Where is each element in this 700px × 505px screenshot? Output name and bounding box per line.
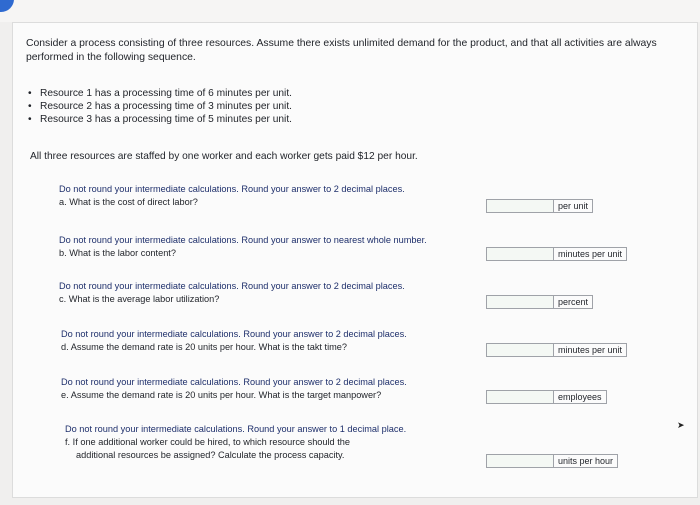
rounding-note: Do not round your intermediate calculations. Round your answer to 2 decimal places. <box>59 281 405 291</box>
answer-a <box>486 199 593 213</box>
app-badge-icon <box>0 0 14 12</box>
rounding-note: Do not round your intermediate calculations. Round your answer to 2 decimal places. <box>61 329 407 339</box>
unit-label: minutes per unit <box>554 247 627 261</box>
answer-input-f[interactable] <box>486 454 554 468</box>
rounding-note: Do not round your intermediate calculations. Round your answer to 1 decimal place. <box>65 424 407 434</box>
question-f <box>65 423 406 462</box>
answer-input-b[interactable] <box>486 247 554 261</box>
question-a <box>59 183 405 209</box>
answer-e <box>486 390 607 404</box>
rounding-note: Do not round your intermediate calculations. Round your answer to nearest whole number. <box>59 235 427 245</box>
question-panel <box>12 22 698 498</box>
question-text: e. Assume the demand rate is 20 units per hour. What is the target manpower? <box>61 390 382 400</box>
unit-label: percent <box>554 295 593 309</box>
answer-b <box>486 247 627 261</box>
question-text: c. What is the average labor utilization? <box>59 294 220 304</box>
answer-input-c[interactable] <box>486 295 554 309</box>
staffing-text: All three resources are staffed by one worker and each worker gets paid $12 per hour. <box>30 151 418 162</box>
rounding-note: Do not round your intermediate calculations. Round your answer to 2 decimal places. <box>61 377 407 387</box>
question-text: d. Assume the demand rate is 20 units per hour. What is the takt time? <box>61 342 347 352</box>
answer-input-e[interactable] <box>486 390 554 404</box>
question-d <box>61 328 407 354</box>
unit-label: units per hour <box>554 454 618 468</box>
question-e <box>61 376 407 402</box>
answer-d <box>486 343 627 357</box>
intro-text: Consider a process consisting of three resources. Assume there exists unlimited demand for the product, and that all activities are always performed in the following sequence. <box>26 38 657 63</box>
answer-f <box>486 454 618 468</box>
answer-input-a[interactable] <box>486 199 554 213</box>
list-item: • Resource 1 has a processing time of 6 minutes per unit. <box>26 87 292 100</box>
rounding-note: Do not round your intermediate calculations. Round your answer to 2 decimal places. <box>59 184 405 194</box>
question-c <box>59 280 405 306</box>
question-b <box>59 234 427 260</box>
list-item: • Resource 3 has a processing time of 5 minutes per unit. <box>26 113 292 126</box>
question-text: b. What is the labor content? <box>59 248 176 258</box>
question-text-cont: additional resources be assigned? Calculate the process capacity. <box>76 450 345 460</box>
answer-c <box>486 295 593 309</box>
question-text: f. If one additional worker could be hired, to which resource should the <box>65 437 350 447</box>
unit-label: employees <box>554 390 607 404</box>
question-text: a. What is the cost of direct labor? <box>59 197 198 207</box>
resource-list <box>26 87 292 126</box>
unit-label: per unit <box>554 199 593 213</box>
mouse-cursor-icon: ➤ <box>677 420 685 430</box>
unit-label: minutes per unit <box>554 343 627 357</box>
top-strip <box>0 0 700 22</box>
answer-input-d[interactable] <box>486 343 554 357</box>
list-item: • Resource 2 has a processing time of 3 minutes per unit. <box>26 100 292 113</box>
